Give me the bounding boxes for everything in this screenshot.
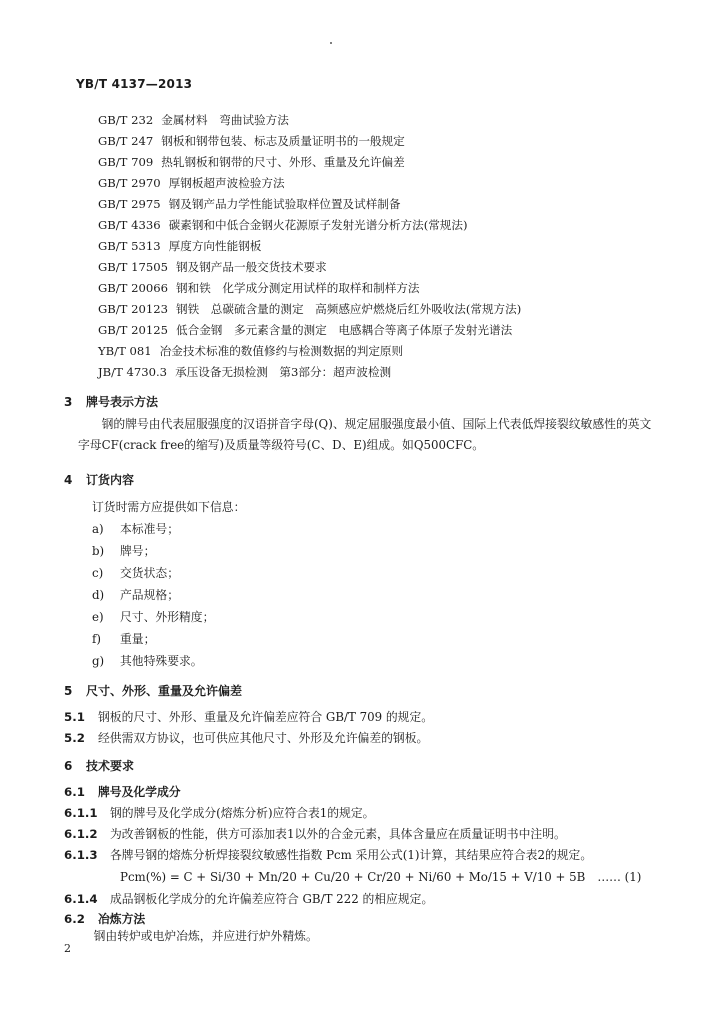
reference-item: GB/T 20123 钢铁 总碳硫含量的测定 高频感应炉燃烧后红外吸收法(常规方法) <box>98 302 522 316</box>
list-item: f) 重量； <box>92 632 156 646</box>
clause: 6.1.3 各牌号钢的熔炼分析焊接裂纹敏感性指数 Pcm 采用公式(1)计算，其结果应符合表2的规定。 <box>64 848 593 862</box>
section-heading: 3 牌号表示方法 <box>64 395 159 409</box>
section-heading: 5 尺寸、外形、重量及允许偏差 <box>64 684 243 698</box>
clause: 5.2 经供需双方协议，也可供应其他尺寸、外形及允许偏差的钢板。 <box>64 731 429 745</box>
reference-item: GB/T 17505 钢及钢产品一般交货技术要求 <box>98 260 327 274</box>
list-item: g) 其他特殊要求。 <box>92 654 203 668</box>
clause-heading: 6.2 冶炼方法 <box>64 912 146 926</box>
reference-item: GB/T 20066 钢和铁 化学成分测定用试样的取样和制样方法 <box>98 281 420 295</box>
reference-item: GB/T 5313 厚度方向性能钢板 <box>98 239 262 253</box>
list-item: b) 牌号； <box>92 544 156 558</box>
list-item: e) 尺寸、外形精度； <box>92 610 215 624</box>
section-heading: 4 订货内容 <box>64 473 135 487</box>
list-item: c) 交货状态； <box>92 566 179 580</box>
page-number: 2 <box>64 942 71 955</box>
reference-item: YB/T 081 冶金技术标准的数值修约与检测数据的判定原则 <box>98 344 404 358</box>
pcm-formula: Pcm(%) = C + Si/30 + Mn/20 + Cu/20 + Cr/20 + Ni/60 + Mo/15 + V/10 + 5B …… (1) <box>120 870 642 884</box>
clause: 6.1.4 成品钢板化学成分的允许偏差应符合 GB/T 222 的相应规定。 <box>64 892 434 906</box>
section-heading: 6 技术要求 <box>64 759 135 773</box>
clause: 6.1.1 钢的牌号及化学成分(熔炼分析)应符合表1的规定。 <box>64 806 375 820</box>
list-item: d) 产品规格； <box>92 588 179 602</box>
section-body: 钢由转炉或电炉冶炼，并应进行炉外精炼。 <box>93 929 318 943</box>
reference-item: GB/T 247 钢板和钢带包装、标志及质量证明书的一般规定 <box>98 134 405 148</box>
clause: 6.1.2 为改善钢板的性能，供方可添加表1以外的合金元素，具体含量应在质量证明书中注明。 <box>64 827 566 841</box>
reference-item: GB/T 4336 碳素钢和中低合金钢火花源原子发射光谱分析方法(常规法) <box>98 218 468 232</box>
list-item: a) 本标准号； <box>92 522 179 536</box>
reference-item: GB/T 20125 低合金钢 多元素含量的测定 电感耦合等离子体原子发射光谱法 <box>98 323 513 337</box>
reference-item: GB/T 2975 钢及钢产品力学性能试验取样位置及试样制备 <box>98 197 401 211</box>
clause-heading: 6.1 牌号及化学成分 <box>64 785 181 799</box>
section-body: 钢的牌号由代表屈服强度的汉语拼音字母(Q)、规定屈服强度最小值、国际上代表低焊接裂纹敏感性的英文字母CF(crack free的缩写)及质量等级符号(C、D、E)组成。如Q500CFC。 <box>78 417 652 452</box>
reference-item: GB/T 232 金属材料 弯曲试验方法 <box>98 113 289 127</box>
reference-item: GB/T 709 热轧钢板和钢带的尺寸、外形、重量及允许偏差 <box>98 155 405 169</box>
scan-dot <box>330 42 332 44</box>
clause: 5.1 钢板的尺寸、外形、重量及允许偏差应符合 GB/T 709 的规定。 <box>64 710 434 724</box>
order-intro: 订货时需方应提供如下信息： <box>92 500 246 514</box>
reference-item: JB/T 4730.3 承压设备无损检测 第3部分：超声波检测 <box>98 365 392 379</box>
standard-number-header: YB/T 4137—2013 <box>76 77 193 91</box>
reference-item: GB/T 2970 厚钢板超声波检验方法 <box>98 176 285 190</box>
